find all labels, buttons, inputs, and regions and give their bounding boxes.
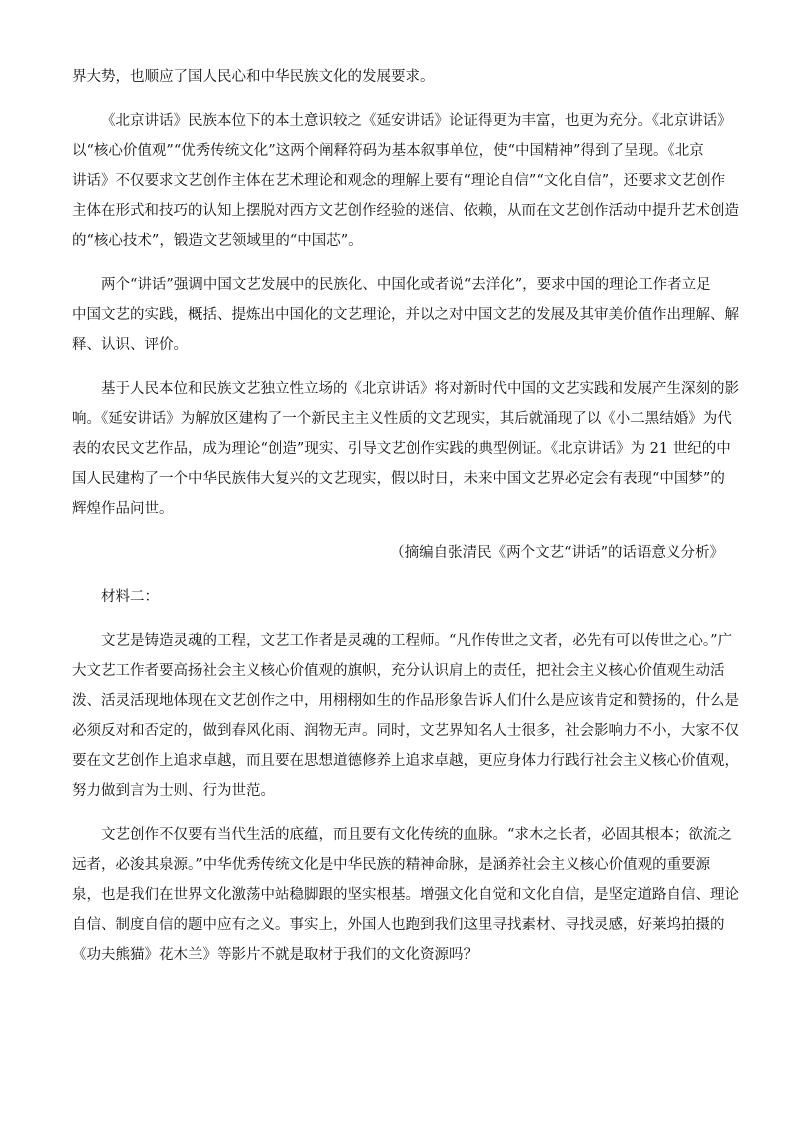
text-line: 释、认识、评价。 (72, 337, 188, 353)
text-line: 自信、制度自信的题中应有之义。事实上，外国人也跑到我们这里寻找素材、寻找灵感，好莱坞拍摄的 (72, 917, 725, 933)
text-line: 《北京讲话》民族本位下的本土意识较之《延安讲话》论证得更为丰富，也更为充分。《北京讲话》 (101, 113, 732, 129)
source-citation (72, 538, 724, 568)
paragraph-cultural-tradition (72, 820, 739, 970)
text-line: 文艺是铸造灵魂的工程，文艺工作者是灵魂的工程师。“凡作传世之文者，必先有可以传世之心。”广 (101, 633, 733, 649)
citation-line: （摘编自张清民《两个文艺“讲话”的话语意义分析》 (390, 545, 724, 561)
paragraph-continuation (72, 62, 724, 92)
text-line: 国人民建构了一个中华民族伟大复兴的文艺现实，假以时日，未来中国文艺界必定会有表现“中国梦”的 (72, 471, 725, 487)
text-line: 大文艺工作者要高扬社会主义核心价值观的旗帜，充分认识肩上的责任，把社会主义核心价值观生动活 (72, 663, 725, 679)
paragraph-soul-engineering (72, 626, 739, 806)
text-line: 以“核心价值观”“优秀传统文化”这两个阐释符码为基本叙事单位，使“中国精神”得到了呈现。《北京 (72, 143, 704, 159)
material-two-heading (72, 582, 724, 612)
text-line: 两个“讲话”强调中国文艺发展中的民族化、中国化或者说“去洋化”，要求中国的理论工作者立足 (101, 277, 711, 293)
text-line: 中国文艺的实践，概括、提炼出中国化的文艺理论，并以之对中国文艺的发展及其审美价值作出理解、解 (72, 307, 739, 323)
section-label: 材料二： (101, 589, 159, 605)
text-line: 辉煌作品问世。 (72, 501, 174, 517)
text-line: 基于人民本位和民族文艺独立性立场的《北京讲话》将对新时代中国的文艺实践和发展产生深刻的影 (101, 381, 739, 397)
text-line: 泼、活灵活现地体现在文艺创作之中，用栩栩如生的作品形象告诉人们什么是应该肯定和赞扬的，什么是 (72, 693, 739, 709)
text-line: 主体在形式和技巧的认知上摆脱对西方文艺创作经验的迷信、依赖，从而在文艺创作活动中提升艺术创造 (72, 203, 739, 219)
text-line: 要在文艺创作上追求卓越，而且要在思想道德修养上追求卓越，更应身体力行践行社会主义核心价值观， (72, 753, 739, 769)
text-line: 的“核心技术”，锻造文艺领域里的“中国芯”。 (72, 233, 363, 249)
text-line: 泉，也是我们在世界文化激荡中站稳脚跟的坚实根基。增强文化自觉和文化自信，是坚定道路自信、理论 (72, 887, 739, 903)
text-line: 文艺创作不仅要有当代生活的底蕴，而且要有文化传统的血脉。“求木之长者，必固其根本；欲流之 (101, 827, 732, 843)
text-line: 讲话》不仅要求文艺创作主体在艺术理论和观念的理解上要有“理论自信”“文化自信”，还要求文艺创作 (72, 173, 726, 189)
text-line: 界大势，也顺应了国人民心和中华民族文化的发展要求。 (72, 69, 435, 85)
text-line: 必须反对和否定的，做到春风化雨、润物无声。同时，文艺界知名人士很多，社会影响力不小，大家不仅 (72, 723, 739, 739)
text-line: 响。《延安讲话》为解放区建构了一个新民主主义性质的文艺现实，其后就涌现了以《小二黑结婚》为代 (72, 411, 732, 427)
text-line: 《功夫熊猫》花木兰》等影片不就是取材于我们的文化资源吗？ (72, 947, 478, 963)
paragraph-new-era-impact (72, 374, 739, 524)
paragraph-two-speeches (72, 270, 739, 360)
text-line: 远者，必浚其泉源。”中华优秀传统文化是中华民族的精神命脉，是涵养社会主义核心价值观的重要源 (72, 857, 711, 873)
document-page (72, 62, 739, 970)
paragraph-beijing-speech-identity (72, 106, 739, 256)
text-line: 努力做到言为士则、行为世范。 (72, 783, 275, 799)
text-line: 表的农民文艺作品，成为理论“创造”现实、引导文艺创作实践的典型例证。《北京讲话》为 21 世纪的中 (72, 441, 731, 457)
